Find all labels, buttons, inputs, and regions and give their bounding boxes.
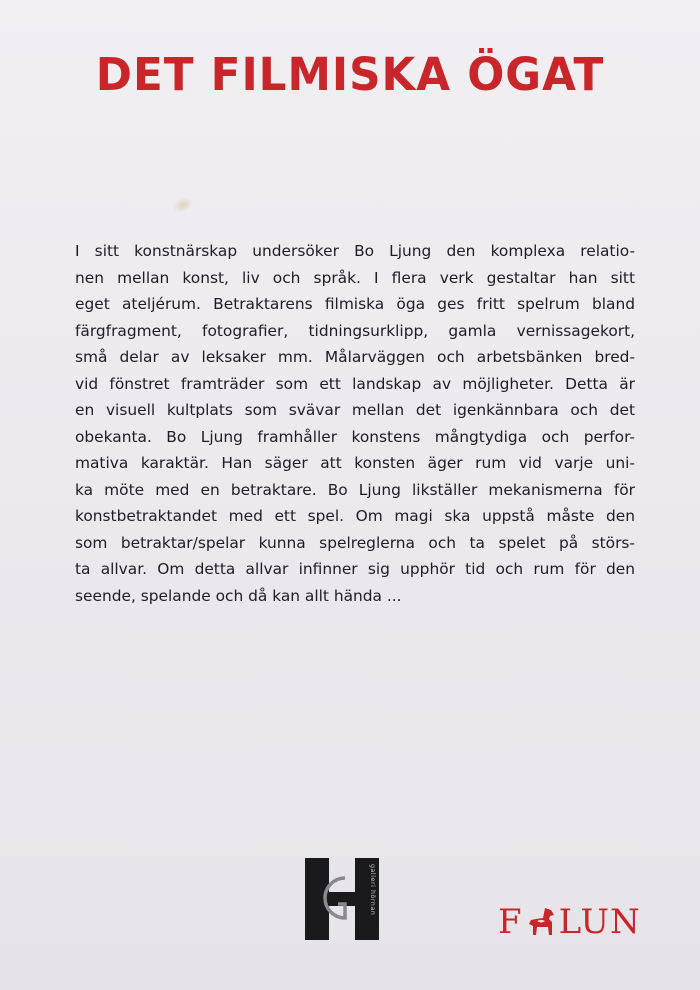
body-line: färgfragment, fotografier, tidningsurklipp, gamla vernissagekort, xyxy=(75,321,635,340)
gallery-logo-vertical-text: galleri hörnan xyxy=(369,864,376,916)
body-line: seende, spelande och då kan allt hända ... xyxy=(75,586,402,605)
paper-stain xyxy=(170,194,196,216)
body-line: en visuell kultplats som svävar mellan det igenkännbara och det xyxy=(75,401,635,419)
body-line: nen mellan konst, liv och språk. I flera verk gestaltar han sitt xyxy=(75,268,635,287)
body-line: mativa karaktär. Han säger att konsten äger rum vid varje uni- xyxy=(75,454,635,472)
poster-title: DET FILMISKA ÖGAT xyxy=(95,48,605,101)
body-line: konstbetraktandet med ett spel. Om magi ska uppstå måste den xyxy=(75,507,635,525)
body-paragraph xyxy=(75,238,635,609)
gallery-hg-logo-icon xyxy=(305,858,383,940)
body-line: I sitt konstnärskap undersöker Bo Ljung den komplexa relatio- xyxy=(75,242,635,260)
body-line: som betraktar/spelar kunna spelreglerna och ta spelet på störs- xyxy=(75,533,635,552)
body-line: ka möte med en betraktare. Bo Ljung likställer mekanismerna för xyxy=(75,480,635,499)
body-line: eget ateljérum. Betraktarens filmiska öga ges fritt spelrum bland xyxy=(75,295,635,313)
body-line: små delar av leksaker mm. Målarväggen och arbetsbänken bred- xyxy=(75,348,635,366)
body-line: ta allvar. Om detta allvar infinner sig upphör tid och rum för den xyxy=(75,560,635,578)
falun-logo-suffix: LUN xyxy=(558,902,641,942)
body-line: obekanta. Bo Ljung framhåller konstens mångtydiga och perfor- xyxy=(75,427,635,446)
dala-horse-icon xyxy=(525,905,557,939)
body-line: vid fönstret framträder som ett landskap av möjligheter. Detta är xyxy=(75,374,635,393)
falun-logo xyxy=(498,900,641,944)
falun-logo-prefix: F xyxy=(498,902,523,942)
